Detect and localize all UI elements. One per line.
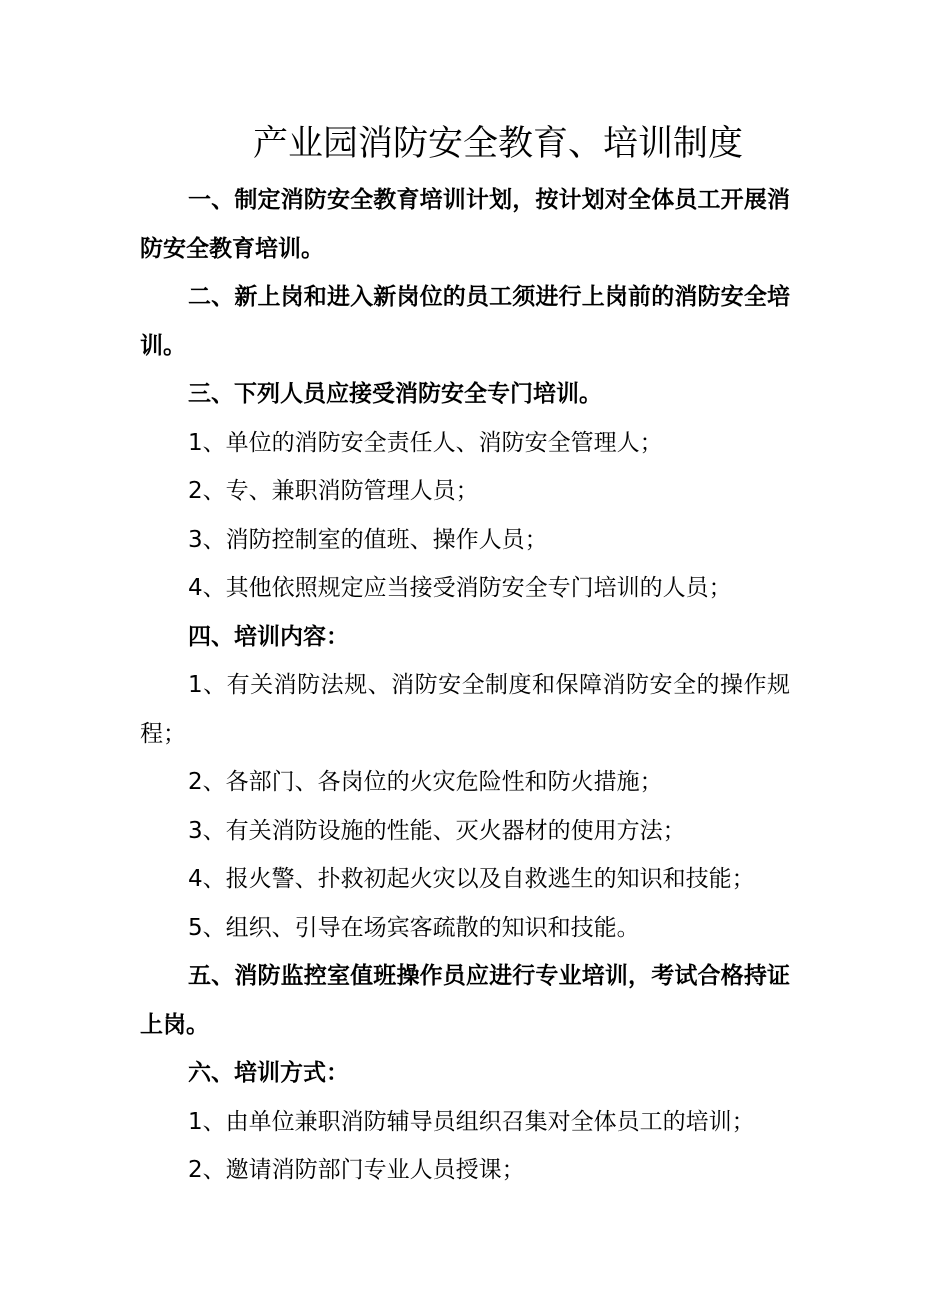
list-item: 1、有关消防法规、消防安全制度和保障消防安全的操作规程； (140, 672, 790, 747)
document-body (140, 176, 790, 1195)
list-item: 2、邀请消防部门专业人员授课； (188, 1157, 525, 1183)
list-item: 3、消防控制室的值班、操作人员； (188, 526, 548, 553)
paragraph-section-6: 六、培训方式： (188, 1060, 349, 1086)
paragraph-section-1: 一、制定消防安全教育培训计划，按计划对全体员工开展消防安全教育培训。 (140, 187, 790, 262)
list-item: 3、有关消防设施的性能、灭火器材的使用方法； (188, 817, 686, 844)
list-item: 4、其他依照规定应当接受消防安全专门培训的人员； (188, 575, 732, 601)
list-item: 2、专、兼职消防管理人员； (188, 478, 479, 504)
paragraph-section-4: 四、培训内容： (188, 623, 349, 650)
list-item: 4、报火警、扑救初起火灾以及自救逃生的知识和技能； (188, 866, 755, 892)
paragraph-section-5: 五、消防监控室值班操作员应进行专业培训，考试合格持证上岗。 (140, 963, 790, 1038)
list-item: 5、组织、引导在场宾客疏散的知识和技能。 (188, 914, 640, 941)
list-item: 1、由单位兼职消防辅导员组织召集对全体员工的培训； (188, 1108, 755, 1135)
paragraph-section-3: 三、下列人员应接受消防安全专门培训。 (188, 381, 602, 407)
document-title: 产业园消防安全教育、培训制度 (252, 124, 743, 164)
list-item: 1、单位的消防安全责任人、消防安全管理人； (188, 429, 663, 456)
list-item: 2、各部门、各岗位的火灾危险性和防火措施； (188, 769, 663, 795)
paragraph-section-2: 二、新上岗和进入新岗位的员工须进行上岗前的消防安全培训。 (140, 284, 790, 359)
